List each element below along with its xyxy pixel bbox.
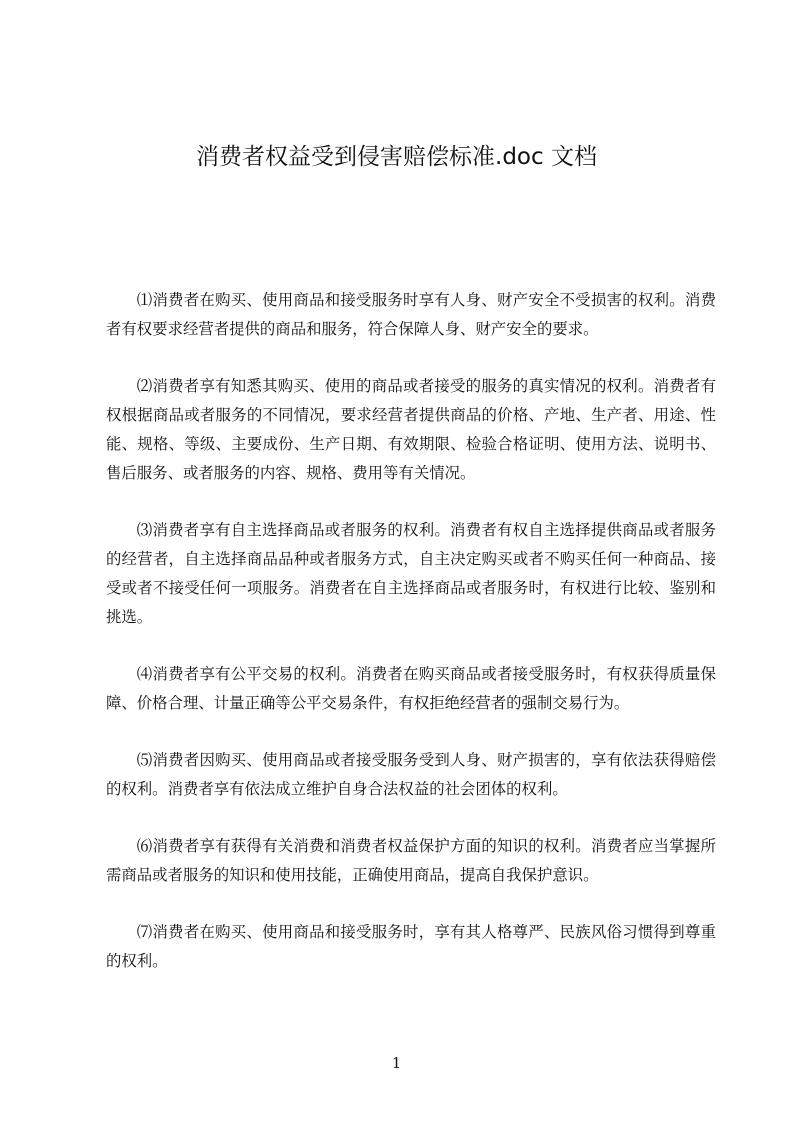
paragraph-4: ⑷消费者享有公平交易的权利。消费者在购买商品或者接受服务时，有权获得质量保障、价格合理、计量正确等公平交易条件，有权拒绝经营者的强制交易行为。 bbox=[106, 665, 716, 712]
paragraph-5: ⑸消费者因购买、使用商品或者接受服务受到人身、财产损害的，享有依法获得赔偿的权利。消费者享有依法成立维护自身合法权益的社会团体的权利。 bbox=[106, 751, 716, 798]
paragraph-3: ⑶消费者享有自主选择商品或者服务的权利。消费者有权自主选择提供商品或者服务的经营者，自主选择商品品种或者服务方式，自主决定购买或者不购买任何一种商品、接受或者不接受任何一项服务。消费者在自主选择商品或者服务时，有权进行比较、鉴别和挑选。 bbox=[106, 521, 716, 626]
document-title: 消费者权益受到侵害赔偿标准.doc 文档 bbox=[196, 144, 597, 170]
page-number: 1 bbox=[391, 1054, 402, 1072]
paragraph-6: ⑹消费者享有获得有关消费和消费者权益保护方面的知识的权利。消费者应当掌握所需商品或者服务的知识和使用技能，正确使用商品，提高自我保护意识。 bbox=[106, 837, 716, 884]
paragraph-7: ⑺消费者在购买、使用商品和接受服务时，享有其人格尊严、民族风俗习惯得到尊重的权利。 bbox=[106, 923, 716, 970]
paragraph-2: ⑵消费者享有知悉其购买、使用的商品或者接受的服务的真实情况的权利。消费者有权根据商品或者服务的不同情况，要求经营者提供商品的价格、产地、生产者、用途、性能、规格、等级、主要成份、生产日期、有效期限、检验合格证明、使用方法、说明书、售后服务、或者服务的内容、规格、费用等有关情况。 bbox=[106, 377, 716, 482]
document-body bbox=[106, 286, 716, 1004]
paragraph-1: ⑴消费者在购买、使用商品和接受服务时享有人身、财产安全不受损害的权利。消费者有权要求经营者提供的商品和服务，符合保障人身、财产安全的要求。 bbox=[106, 291, 716, 338]
